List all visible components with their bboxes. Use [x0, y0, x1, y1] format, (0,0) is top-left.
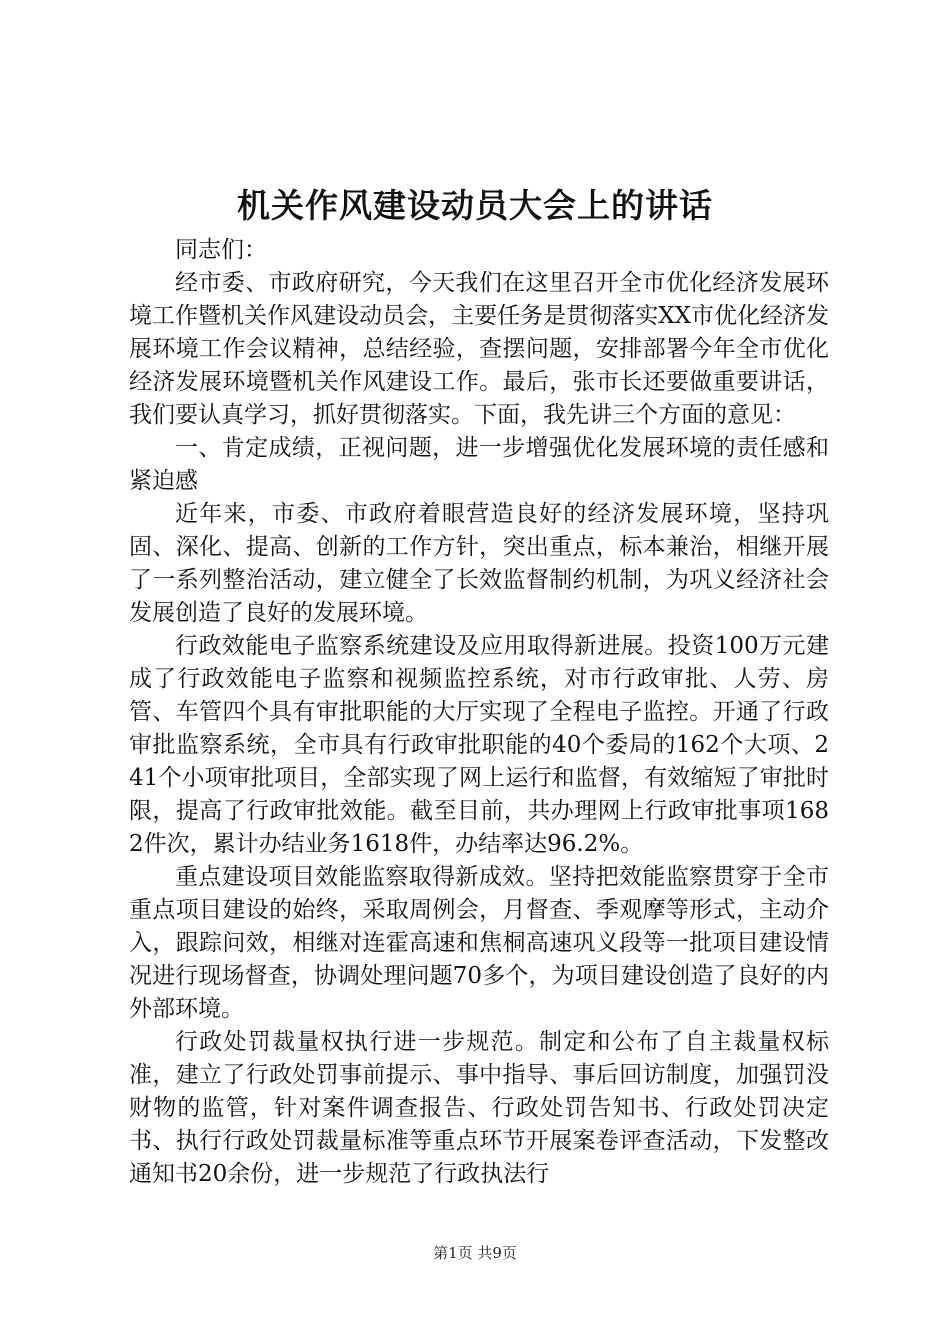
paragraph-penalty-discretion: 行政处罚裁量权执行进一步规范。制定和公布了自主裁量权标准，建立了行政处罚事前提示、事中指导、事后回访制度，加强罚没财物的监管，针对案件调查报告、行政处罚告知书、行政处罚决定书、执行行政处罚裁量标准等重点环节开展案卷评查活动，下发整改通知书20余份，进一步规范了行政执法行 — [129, 1029, 829, 1187]
document-body — [129, 234, 829, 1191]
paragraph-key-projects: 重点建设项目效能监察取得新成效。坚持把效能监察贯穿于全市重点项目建设的始终，采取周例会，月督查、季观摩等形式，主动介入，跟踪问效，相继对连霍高速和焦桐高速巩义段等一批项目建设情况进行现场督查，协调处理问题70多个，为项目建设创造了良好的内外部环境。 — [129, 864, 829, 1022]
paragraph-intro: 经市委、市政府研究，今天我们在这里召开全市优化经济发展环境工作暨机关作风建设动员会，主要任务是贯彻落实XX市优化经济发展环境工作会议精神，总结经验，查摆问题，安排部署今年全市优化经济发展环境暨机关作风建设工作。最后，张市长还要做重要讲话，我们要认真学习，抓好贯彻落实。下面，我先讲三个方面的意见： — [129, 270, 829, 428]
document-title: 机关作风建设动员大会上的讲话 — [237, 186, 713, 225]
paragraph-e-supervision: 行政效能电子监察系统建设及应用取得新进展。投资100万元建成了行政效能电子监察和视频监控系统，对市行政审批、人劳、房管、车管四个具有审批职能的大厅实现了全程电子监控。开通了行政审批监察系统，全市具有行政审批职能的40个委局的162个大项、241个小项审批项目，全部实现了网上运行和监督，有效缩短了审批时限，提高了行政审批效能。截至目前，共办理网上行政审批事项1682件次，累计办结业务1618件，办结率达96.2%。 — [129, 633, 829, 857]
section-heading-1: 一、肯定成绩，正视问题，进一步增强优化发展环境的责任感和紧迫感 — [129, 435, 829, 494]
greeting: 同志们： — [175, 237, 267, 263]
paragraph-overview: 近年来，市委、市政府着眼营造良好的经济发展环境，坚持巩固、深化、提高、创新的工作方针，突出重点，标本兼治，相继开展了一系列整治活动，建立健全了长效监督制约机制，为巩义经济社会发展创造了良好的发展环境。 — [129, 501, 829, 626]
page-footer: 第1页 共9页 — [433, 1244, 517, 1262]
